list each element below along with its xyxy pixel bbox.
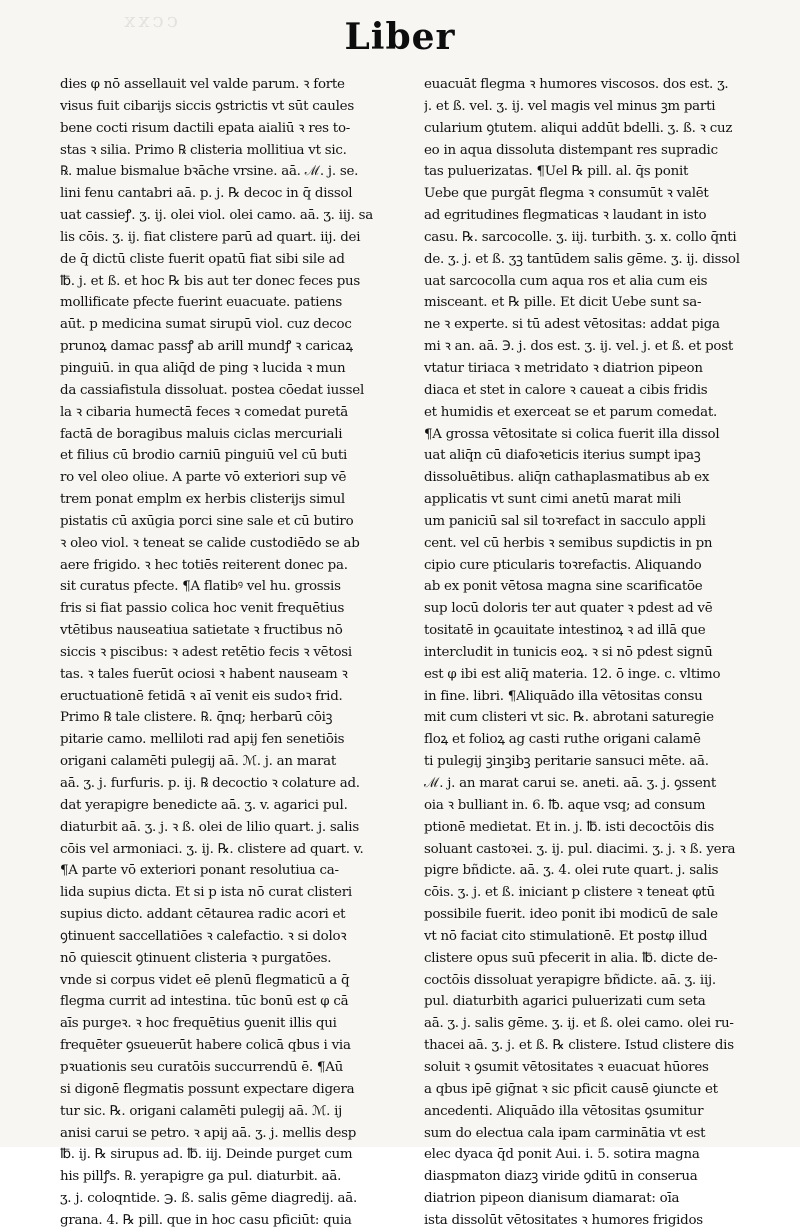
right-column-line: tas puluerizatas. ¶Uel ℞ pill. al. q̄s ponit [424, 164, 689, 180]
left-column-line: siccis ꝛ piscibus: ꝛ adest retētio fecis ꝛ vētosi [60, 644, 352, 660]
left-column-line: flegma currit ad intestina. tūc bonū est φ cā [60, 994, 349, 1010]
left-column-line: pinguiū. in qua aliq̄d de ping ꝛ lucida ꝛ mun [60, 360, 346, 376]
left-column-line: pistatis cū axūgia porci sine sale et cū butiro [60, 513, 354, 529]
right-column-line: diaca et stet in calore ꝛ caueat a cibis fridis [424, 382, 708, 398]
left-column-line: ro vel oleo oliue. A parte vō exteriori sup vē [60, 470, 347, 486]
left-column-line: trem ponat emplm ex herbis clisterijs simul [60, 492, 345, 508]
left-column-line: ℔. ij. ℞ sirupus ad. ℔. iij. Deinde purget cum [60, 1147, 353, 1163]
right-column-line: de. ʒ. j. et ß. ʒꝫ tantūdem salis gēme. ʒ. ij. dissol [424, 251, 740, 267]
right-column-line: um paniciū sal sil toꝛrefact in sacculo appli [424, 513, 706, 529]
left-column-line: aā. ʒ. j. furfuris. p. ij. ℞ decoctio ꝛ colature ad. [60, 776, 360, 791]
left-column-line: stas ꝛ silia. Primo ℞ clisteria mollitiua vt sic. [60, 142, 347, 158]
left-column-line: lida supius dicta. Et si p ista nō curat clisteri [60, 885, 352, 901]
right-column-line: intercludit in tunicis eoꝝ. ꝛ si nō pdest signū [424, 644, 713, 660]
left-column-line: ¶A parte vō exteriori ponant resolutiua ca- [60, 863, 339, 879]
left-column-line: aere frigido. ꝛ hec totiēs reiterent donec pa. [60, 557, 348, 573]
right-column-line: uat sarcocolla cum aqua ros et alia cum eis [424, 273, 708, 289]
right-column-line: clistere opus suū pfecerit in alia. ℔. dicte de- [424, 950, 718, 966]
right-column-line: euacuāt flegma ꝛ humores viscosos. dos est. ʒ. [424, 77, 729, 92]
right-column-line: vt nō faciat cito stimulationē. Et postφ illud [424, 928, 708, 944]
left-column-line: prunoꝝ damac passꝭ ab arill mundꝭ ꝛ caricaꝝ [60, 339, 353, 355]
left-column-line: grana. 4. ℞ pill. que in hoc casu pficiūt: quia [60, 1212, 352, 1228]
left-column-line: lis cōis. ʒ. ij. fiat clistere parū ad quart. iij. dei [60, 229, 361, 245]
right-column-line: applicatis vt sunt cimi anetū marat mili [424, 492, 681, 508]
right-column-line: diatrion pipeon dianisum diamarat: oīa [424, 1191, 680, 1207]
left-column-line: fris si fiat passio colica hoc venit frequētius [60, 601, 345, 617]
left-column-line: origani calamēti pulegij aā. ℳ. j. an marat [60, 754, 336, 770]
bleed-through-text: ccxx [121, 8, 178, 32]
right-column-line: oia ꝛ bulliant in. 6. ℔. aque vsq; ad consum [424, 797, 706, 813]
left-column-line: eructuationē fetidā ꝛ aī venit eis sudoꝛ frid. [60, 688, 343, 704]
left-column-line: Primo ℞ tale clistere. ℞. q̄nq; herbarū cōiꝫ [60, 710, 333, 726]
left-column-line: si digonē flegmatis possunt expectare digera [60, 1081, 355, 1097]
right-column-line: a qbus ipē giḡnat ꝛ sic pficit causē ꝯiuncte et [424, 1081, 718, 1097]
left-column-line: bene cocti risum dactili epata aialiū ꝛ res to- [60, 120, 351, 136]
left-column-line: sit curatus pfecte. ¶A flatibꝰ vel hu. grossis [60, 579, 341, 595]
left-column-line: ꝛ oleo viol. ꝛ teneat se calide custodiēdo se ab [60, 535, 360, 551]
right-column-line: cōis. ʒ. j. et ß. iniciant p clistere ꝛ teneat φtū [424, 885, 715, 901]
right-column-line: sum do electua cala ipam carminātia vt est [424, 1125, 706, 1141]
right-column-line: mit cum clisteri vt sic. ℞. abrotani saturegie [424, 710, 714, 726]
left-column-line: mollificate pfecte fuerint euacuate. patiens [60, 295, 342, 311]
right-column-line: soluant castoꝛei. ʒ. ij. pul. diacimi. ʒ. j. ꝛ ß. yera [424, 841, 736, 857]
right-column-line: pigre bñdicte. aā. ʒ. 4. olei rute quart. j. salis [424, 863, 719, 879]
left-column-line: nō quiescit ꝯtinuent clisteria ꝛ purgatōes. [60, 950, 332, 966]
right-column-line: ℳ. j. an marat carui se. aneti. aā. ʒ. j. ꝯssent [424, 776, 717, 791]
right-column-line: ¶A grossa vētositate si colica fuerit illa dissol [424, 426, 720, 442]
left-column-line: tas. ꝛ tales fuerūt ociosi ꝛ habent nauseam ꝛ [60, 666, 348, 682]
left-column-line: et filius cū brodio carniū pinguiū vel cū buti [60, 448, 347, 464]
left-column-line: supius dicto. addant cētaurea radic acori et [60, 907, 346, 923]
right-column-line: et humidis et exerceat se et parum comedat. [424, 404, 717, 420]
right-column-line: possibile fuerit. ideo ponit ibi modicū de sale [424, 907, 718, 923]
right-column-line: ne ꝛ experte. si tū adest vētositas: addat piga [424, 317, 720, 333]
left-column-line: vtētibus nauseatiua satietate ꝛ fructibus nō [60, 623, 343, 639]
right-column-line: cularium ꝯtutem. aliqui addūt bdelli. ʒ. ß. ꝛ cuz [424, 120, 733, 136]
right-column-line: Uebe que purgāt flegma ꝛ consumūt ꝛ valēt [424, 186, 709, 202]
left-column-line: diaturbit aā. ʒ. j. ꝛ ß. olei de lilio quart. j. salis [60, 819, 359, 835]
left-column-line: pitarie camo. melliloti rad apij fen senetiōis [60, 732, 345, 748]
right-column-line: uat aliq̄n cū diafoꝛeticis iterius sumpt ipaꝫ [424, 448, 701, 464]
right-column-line: dissoluētibus. aliq̄n cathaplasmatibus ab ex [424, 470, 710, 486]
right-column-line: ista dissolūt vētositates ꝛ humores frigidos [424, 1212, 703, 1228]
left-column-line: anisi carui se petro. ꝛ apij aā. ʒ. j. mellis desp [60, 1125, 357, 1141]
right-column [424, 74, 772, 1232]
left-column-line: factā de boragibus maluis ciclas mercuriali [60, 426, 343, 442]
right-column-line: cent. vel cū herbis ꝛ semibus supdictis in pn [424, 535, 713, 551]
left-column-line: aūt. p medicina sumat sirupū viol. cuz decoc [60, 317, 352, 333]
right-column-line: in fine. libri. ¶Aliquādo illa vētositas consu [424, 688, 703, 704]
right-column-line: vtatur tiriaca ꝛ metridato ꝛ diatrion pipeon [424, 360, 703, 376]
left-column-line: vnde si corpus videt eē plenū flegmaticū a q̄ [60, 972, 350, 988]
left-column-line: uat cassieꝭ. ʒ. ij. olei viol. olei camo. aā. ʒ. iij. sa [60, 208, 374, 224]
right-column-line: thacei aā. ʒ. j. et ß. ℞ clistere. Istud clistere dis [424, 1038, 734, 1054]
right-column-line: eo in aqua dissoluta distempant res supradic [424, 142, 718, 158]
left-column-line: de q̄ dictū cliste fuerit opatū fiat sibi sile ad [60, 251, 345, 267]
left-column-line: dies φ nō assellauit vel valde parum. ꝛ forte [60, 77, 345, 92]
right-column-line: aā. ʒ. j. salis gēme. ʒ. ij. et ß. olei camo. olei ru- [424, 1016, 734, 1032]
right-column-line: misceant. et ℞ pille. Et dicit Uebe sunt sa- [424, 295, 702, 311]
left-column-line: ꝯtinuent saccellatiōes ꝛ calefactio. ꝛ si doloꝛ [60, 928, 347, 944]
left-column-line: lini fenu cantabri aā. p. j. ℞ decoc in q̄ dissol [60, 186, 353, 202]
left-column-line: la ꝛ cibaria humectā feces ꝛ comedat puretā [60, 404, 348, 420]
right-column-line: floꝝ et folioꝝ ag casti ruthe origani calamē [424, 732, 701, 748]
right-column-line: mi ꝛ an. aā. ℈. j. dos est. ʒ. ij. vel. j. et ß. et post [424, 339, 733, 355]
left-column-line: tur sic. ℞. origani calamēti pulegij aā. ℳ. ij [60, 1103, 343, 1119]
left-column-line: aīs purgeꝛ. ꝛ hoc frequētius ꝯuenit illis qui [60, 1016, 337, 1032]
left-column-line: pꝛuationis seu curatōis succurrendū ē. ¶Aū [60, 1059, 344, 1075]
left-column-line: ʒ. j. coloqntide. ℈. ß. salis gēme diagredij. aā. [60, 1191, 357, 1207]
right-column-line: pul. diaturbith agarici puluerizati cum seta [424, 994, 706, 1010]
right-column-line: ti pulegij ꝫinꝫibꝫ peritarie sansuci mēte. aā. [424, 754, 709, 770]
left-column-line: ℔. j. et ß. et hoc ℞ bis aut ter donec feces pus [60, 273, 361, 289]
left-column-line: frequēter ꝯsueuerūt habere colicā qbus i via [60, 1038, 351, 1054]
left-column-line: da cassiafistula dissoluat. postea cōedat iussel [60, 382, 364, 398]
right-column-line: j. et ß. vel. ʒ. ij. vel magis vel minus ꝫm parti [424, 98, 716, 114]
left-column [60, 74, 418, 1232]
right-column-line: ancedenti. Aliquādo illa vētositas ꝯsumitur [424, 1103, 704, 1119]
right-column-line: ad egritudines flegmaticas ꝛ laudant in isto [424, 208, 707, 224]
right-column-line: ab ex ponit vētosa magna sine scarificatōe [424, 579, 703, 595]
left-column-line: ℞. malue bismalue bꝛāche vrsine. aā. ℳ. j. se. [60, 164, 359, 180]
left-column-line: dat yerapigre benedicte aā. ʒ. v. agarici pul. [60, 797, 348, 813]
right-column-line: ptionē medietat. Et in. j. ℔. isti decoctōis dis [424, 819, 714, 835]
right-column-line: coctōis dissoluat yerapigre bñdicte. aā. ʒ. iij. [424, 972, 716, 988]
right-column-line: diaspmaton diazꝫ viride ꝯditū in conserua [424, 1169, 698, 1185]
left-column-line: visus fuit cibarijs siccis ꝯstrictis vt sūt caules [60, 98, 354, 114]
right-column-line: sup locū doloris ter aut quater ꝛ pdest ad vē [424, 601, 713, 617]
left-column-line: cōis vel armoniaci. ʒ. ij. ℞. clistere ad quart. v. [60, 841, 364, 857]
right-column-line: cipio cure pticularis toꝛrefactis. Aliquando [424, 557, 702, 573]
right-column-line: est φ ibi est aliq̄ materia. 12. ō inge. c. vltimo [424, 666, 721, 682]
right-column-line: soluit ꝛ ꝯsumit vētositates ꝛ euacuat hūores [424, 1059, 709, 1075]
running-head: Liber [344, 16, 456, 58]
right-column-line: elec dyaca q̄d ponit Aui. i. 5. sotira magna [424, 1147, 700, 1163]
left-column-line: his pillꝭs. ℞. yerapigre ga pul. diaturbit. aā. [60, 1169, 342, 1185]
right-column-line: casu. ℞. sarcocolle. ʒ. iij. turbith. ʒ. x. collo q̄nti [424, 229, 737, 245]
right-column-line: tositatē in ꝯcauitate intestinoꝝ ꝛ ad illā que [424, 623, 706, 639]
